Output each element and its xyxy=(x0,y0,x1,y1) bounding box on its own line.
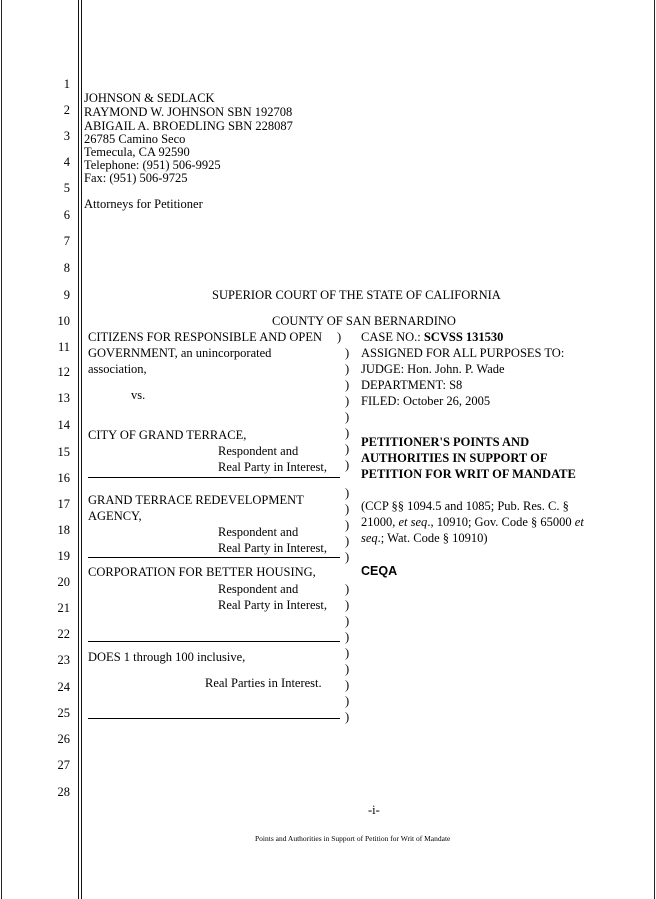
party-name: DOES 1 through 100 inclusive, xyxy=(88,650,246,664)
citation-italic: et seq xyxy=(398,515,428,529)
caption-paren: ) xyxy=(345,550,350,564)
line-number: 26 xyxy=(57,732,70,746)
judge: JUDGE: Hon. John. P. Wade xyxy=(361,362,505,376)
caption-divider xyxy=(88,641,340,642)
line-number: 2 xyxy=(63,103,70,117)
caption-paren: ) xyxy=(345,394,350,408)
caption-paren: ) xyxy=(345,518,350,532)
caption-paren: ) xyxy=(345,426,350,440)
line-number: 16 xyxy=(57,471,70,485)
caption-divider xyxy=(88,557,340,558)
line-number: 20 xyxy=(57,575,70,589)
street-address: 26785 Camino Seco xyxy=(84,132,186,146)
citation-line: (CCP §§ 1094.5 and 1085; Pub. Res. C. § xyxy=(361,499,569,513)
party-role: Respondent and xyxy=(218,582,299,596)
caption-paren: ) xyxy=(345,410,350,424)
line-number: 27 xyxy=(57,758,70,772)
line-number: 9 xyxy=(63,288,70,302)
caption-paren: ) xyxy=(345,598,350,612)
line-number: 23 xyxy=(57,653,70,667)
citation-line xyxy=(361,531,488,545)
city-address: Temecula, CA 92590 xyxy=(84,145,190,159)
ceqa-label: CEQA xyxy=(361,564,398,578)
petitioner-name: GOVERNMENT, an unincorporated xyxy=(88,346,272,360)
case-number-label: CASE NO.: xyxy=(361,330,421,344)
citation-italic: seq xyxy=(361,531,378,545)
citation-line xyxy=(361,515,584,529)
party-name: CORPORATION FOR BETTER HOUSING, xyxy=(88,565,316,579)
assigned-line: ASSIGNED FOR ALL PURPOSES TO: xyxy=(361,346,565,360)
petitioner-paren: ) xyxy=(337,330,342,344)
telephone: Telephone: (951) 506-9925 xyxy=(84,158,221,172)
caption-paren: ) xyxy=(345,534,350,548)
court-name: SUPERIOR COURT OF THE STATE OF CALIFORNIA xyxy=(212,288,501,302)
line-number: 24 xyxy=(57,680,70,694)
department: DEPARTMENT: S8 xyxy=(361,378,463,392)
caption-paren: ) xyxy=(345,646,350,660)
margin-rule-outer xyxy=(78,0,79,899)
citation-text: .; Wat. Code § 10910) xyxy=(377,531,488,545)
line-number: 22 xyxy=(57,627,70,641)
document-title: PETITIONER'S POINTS AND xyxy=(361,435,530,449)
caption-paren: ) xyxy=(345,582,350,596)
caption-paren: ) xyxy=(345,630,350,644)
caption-paren: ) xyxy=(345,710,350,724)
case-number xyxy=(361,330,503,344)
line-number: 17 xyxy=(57,497,70,511)
line-number: 3 xyxy=(63,129,70,143)
fax: Fax: (951) 506-9725 xyxy=(84,171,188,185)
attorney-name: ABIGAIL A. BROEDLING SBN 228087 xyxy=(84,119,293,133)
line-number: 8 xyxy=(63,261,70,275)
versus: vs. xyxy=(131,388,146,402)
petitioner-name: CITIZENS FOR RESPONSIBLE AND OPEN xyxy=(88,330,323,344)
caption-paren: ) xyxy=(345,502,350,516)
footer-title: Points and Authorities in Support of Petition for Writ of Mandate xyxy=(255,834,451,843)
margin-rule-inner xyxy=(81,0,82,899)
caption-paren: ) xyxy=(345,694,350,708)
line-number: 15 xyxy=(57,445,70,459)
line-number: 18 xyxy=(57,523,70,537)
party-role: Real Party in Interest, xyxy=(218,460,327,474)
caption-paren: ) xyxy=(345,362,350,376)
line-number: 5 xyxy=(63,181,70,195)
party-name: GRAND TERRACE REDEVELOPMENT xyxy=(88,493,304,507)
caption-paren: ) xyxy=(345,458,350,472)
party-name: CITY OF GRAND TERRACE, xyxy=(88,428,247,442)
page-left-edge xyxy=(1,0,2,899)
page-number: -i- xyxy=(368,803,380,817)
line-number: 13 xyxy=(57,391,70,405)
citation-text: 21000, xyxy=(361,515,399,529)
line-number: 10 xyxy=(57,314,70,328)
party-role: Respondent and xyxy=(218,444,299,458)
caption-paren: ) xyxy=(345,662,350,676)
line-number: 4 xyxy=(63,155,70,169)
line-number: 14 xyxy=(57,418,70,432)
caption-paren: ) xyxy=(345,378,350,392)
line-number: 25 xyxy=(57,706,70,720)
line-number: 6 xyxy=(63,208,70,222)
line-number: 21 xyxy=(57,601,70,615)
line-number: 11 xyxy=(57,340,70,354)
party-role: Respondent and xyxy=(218,525,299,539)
caption-paren: ) xyxy=(345,678,350,692)
line-number: 12 xyxy=(57,365,70,379)
caption-paren: ) xyxy=(345,442,350,456)
line-number: 28 xyxy=(57,785,70,799)
party-role: Real Party in Interest, xyxy=(218,541,327,555)
page-right-edge xyxy=(654,0,655,899)
firm-name: JOHNSON & SEDLACK xyxy=(84,91,215,105)
citation-text: ., 10910; Gov. Code § 65000 xyxy=(427,515,575,529)
caption-paren: ) xyxy=(345,346,350,360)
case-number-value: SCVSS 131530 xyxy=(423,330,504,344)
party-role: Real Parties in Interest. xyxy=(205,676,322,690)
attorney-name: RAYMOND W. JOHNSON SBN 192708 xyxy=(84,105,293,119)
citation-italic: et xyxy=(574,515,584,529)
caption-divider xyxy=(88,718,340,719)
document-title: AUTHORITIES IN SUPPORT OF xyxy=(361,451,548,465)
caption-divider xyxy=(88,477,340,478)
court-county: COUNTY OF SAN BERNARDINO xyxy=(272,314,456,328)
line-number: 1 xyxy=(63,77,70,91)
document-title: PETITION FOR WRIT OF MANDATE xyxy=(361,467,576,481)
line-number: 19 xyxy=(57,549,70,563)
party-role: Real Party in Interest, xyxy=(218,598,327,612)
attorney-role: Attorneys for Petitioner xyxy=(84,197,203,211)
caption-paren: ) xyxy=(345,486,350,500)
party-name: AGENCY, xyxy=(88,509,142,523)
caption-paren: ) xyxy=(345,614,350,628)
petitioner-name: association, xyxy=(88,362,147,376)
filed-date: FILED: October 26, 2005 xyxy=(361,394,491,408)
line-number: 7 xyxy=(63,234,70,248)
